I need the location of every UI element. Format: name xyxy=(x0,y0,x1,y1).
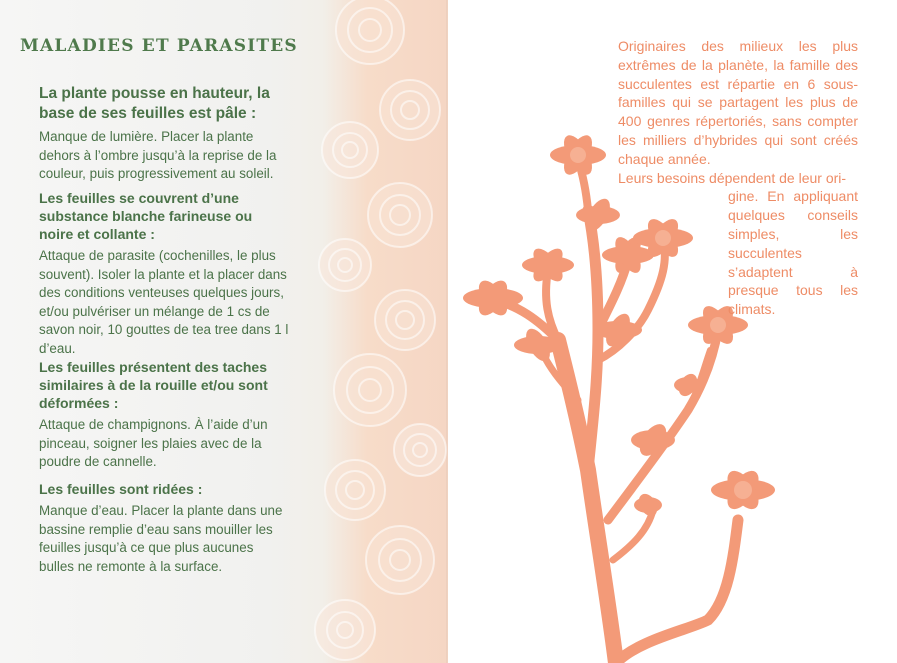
left-page xyxy=(0,0,448,663)
symptom-block xyxy=(39,84,289,184)
intro-paragraph-rest: gine. En appliquant quelques conseils simples, les succulentes s’adaptent à presque tous les climats. xyxy=(728,188,858,318)
symptom-block xyxy=(39,189,289,358)
intro-paragraph: Originaires des milieux les plus extrêmes de la planète, la famille des succulentes est répartie en 6 sous-familles qui se partagent les plus de 400 genres répertoriés, sans compter les milliers d’hybrides qui sont créés chaque année. xyxy=(618,38,858,167)
symptom-block xyxy=(39,480,289,576)
symptom-answer: Attaque de parasite (cochenilles, le plus souvent). Isoler la plante et la placer dans des conditions venteuses quelques jours, et/ou pulvériser un mélange de 1 cs de savon noir, 10 gouttes de tea tree dans 1 l d’eau. xyxy=(39,248,289,356)
symptom-question: Les feuilles sont ridées : xyxy=(39,481,203,497)
symptom-answer: Manque de lumière. Placer la plante dehors à l’ombre jusqu’à la reprise de la couleur, puis progressivement au soleil. xyxy=(39,129,277,181)
symptom-answer: Manque d’eau. Placer la plante dans une bassine remplie d’eau sans mouiller les feuilles jusqu’à ce que plus aucunes bulles ne remonte à la surface. xyxy=(39,503,283,574)
symptom-answer: Attaque de champignons. À l’aide d’un pinceau, soigner les plaies avec de la poudre de cannelle. xyxy=(39,417,268,469)
symptom-block xyxy=(39,358,289,472)
symptom-question: Les feuilles se couvrent d’une substance blanche farineuse ou noire et collante : xyxy=(39,190,253,242)
page-heading: MALADIES ET PARASITES xyxy=(20,36,298,56)
intro-paragraph-start: Leurs besoins dépendent de leur ori- xyxy=(618,169,847,186)
symptom-question: La plante pousse en hauteur, la base de ses feuilles est pâle : xyxy=(39,85,270,122)
succulent-rosette-pattern xyxy=(300,0,448,663)
right-page xyxy=(448,0,897,663)
intro-text xyxy=(618,37,858,319)
symptom-question: Les feuilles présentent des taches similaires à de la rouille et/ou sont déformées : xyxy=(39,359,268,411)
